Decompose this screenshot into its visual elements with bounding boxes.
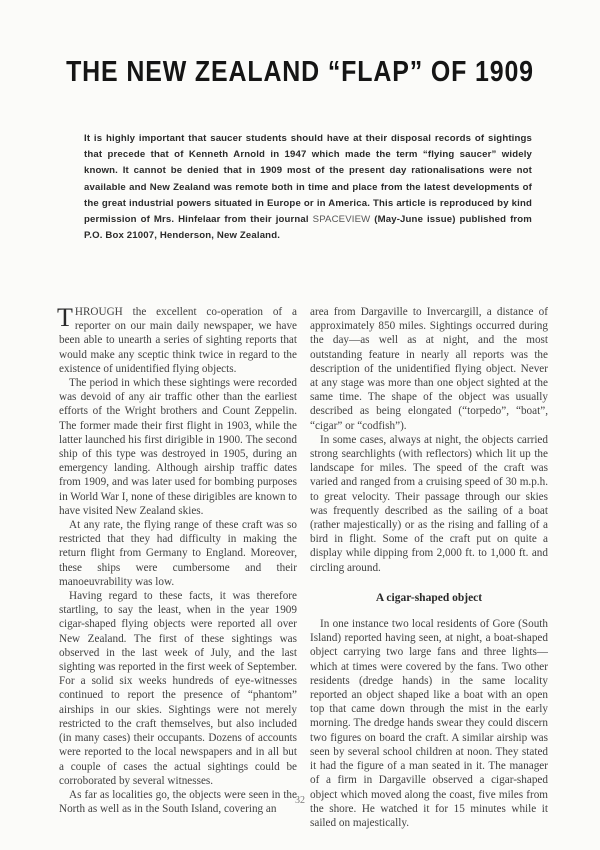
intro-text-part2: (May-June issue) published from P.O. Box 21007, Henderson, New Zealand.: [84, 214, 532, 242]
intro-text-part1: It is highly important that saucer students should have at their disposal records of sightings that precede that of Kenneth Arnold in 1947 which made the term “flying saucer” widely known. It cannot be denied that in 1909 most of the present day rationalisations were not available and New Zealand was remote both in time and place from the latest developments of the great industrial powers situated in Europe or in America. This article is reproduced by kind permission of Mrs. Hinfelaar from their journal: [84, 133, 532, 226]
paragraph: The period in which these sightings were recorded was devoid of any air traffic other than the earliest efforts of the Wright brothers and Count Zeppelin. The former made their first flight in 1903, while the latter launched his first dirigible in 1900. The second ship of this type was destroyed in 1905, during an emergency landing. Although airship traffic dates from 1909, and was later used for bombing purposes in World War I, none of these dirigibles are known to have visited New Zealand skies.: [59, 377, 297, 517]
left-column: [59, 305, 297, 816]
right-column: [310, 305, 548, 830]
drop-cap: T: [57, 303, 73, 332]
article-intro: [84, 131, 532, 244]
paragraph: THROUGH the excellent co-operation of a reporter on our main daily newspaper, we have been able to unearth a series of sighting reports that would make any sceptic think twice in regard to the existence of unidentified flying objects.: [57, 303, 297, 375]
article-title: THE NEW ZEALAND “FLAP” OF 1909: [66, 56, 534, 88]
paragraph: In one instance two local residents of Gore (South Island) reported having seen, at night, a boat-shaped object carrying two large fans and three lights—which at times were covered by the fans. Two other residents (dredge hands) in the same locality reported an object shaped like a boat with an open top that came down through the mist in the early morning. The dredge hands swear they could discern two figures on board the craft. A similar airship was seen by several school children at noon. They stated it had the figure of a man seated in it. The manager of a firm in Dargaville observed a cigar-shaped object which moved along the coast, five miles from the shore. He watched it for 15 minutes while it sailed on majestically.: [310, 618, 548, 829]
paragraph: As far as localities go, the objects were seen in the North as well as in the South Island, covering an: [59, 788, 297, 816]
journal-name: SPACEVIEW: [312, 214, 371, 226]
paragraph: In some cases, always at night, the objects carried strong searchlights (with reflectors) which lit up the landscape for miles. The speed of the craft was varied and ranged from a cruising speed of 30 m.p.h. to great velocity. Their passage through our skies was frequently described as the sailing of a boat (rather majestically) or as the rising and falling of a bird in flight. Some of the craft put on quite a display while dipping from 2,000 ft. to 1,000 ft. and circling around.: [310, 433, 548, 574]
page-number: 32: [295, 795, 305, 806]
section-subheading: A cigar-shaped object: [375, 591, 483, 604]
paragraph: area from Dargaville to Invercargill, a distance of approximately 850 miles. Sightings occurred during the day—as well as at night, and the most outstanding feature in nearly all reports was the description of the unidentified flying object. Never at any stage was more than one object sighted at the same time. The shape of the object was usually described as being elongated (“torpedo”, “boat”, “cigar” or “codfish”).: [310, 306, 548, 432]
paragraph: At any rate, the flying range of these craft was so restricted that they had difficulty in making the return flight from Germany to England. Moreover, these ships were cumbersome and their manoeuvrability was low.: [59, 519, 297, 588]
paragraph: Having regard to these facts, it was therefore startling, to say the least, when in the year 1909 cigar-shaped flying objects were reported all over New Zealand. The first of these sightings was observed in the last week of July, and the last sighting was reported in the first week of September. For a solid six weeks hundreds of eye-witnesses continued to report the presence of “phantom” airships in our skies. Sightings were not merely restricted to the craft themselves, but also included (in many cases) their occupants. Dozens of accounts were reported to the local newspapers and in all but a couple of cases the actual sightings could be corroborated by several witnesses.: [59, 590, 297, 787]
